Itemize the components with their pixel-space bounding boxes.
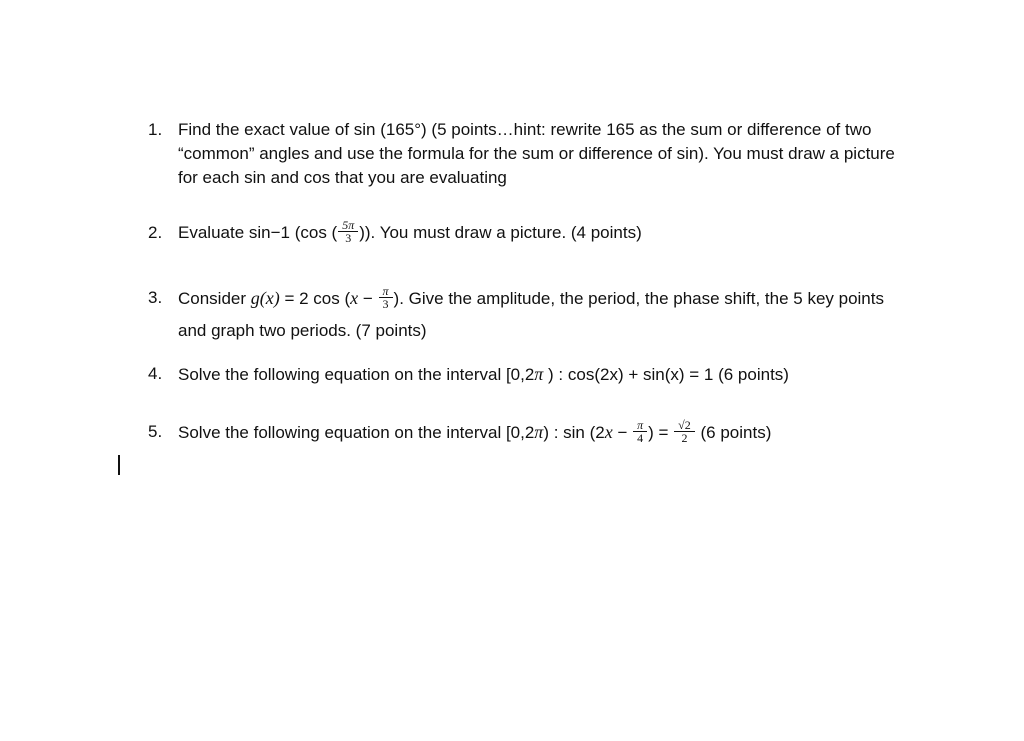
question-2 xyxy=(148,218,908,246)
question-text: Find the exact value of sin (165°) (5 points…hint: rewrite 165 as the sum or difference of two “common” angles and use the formula for the sum or difference of sin). You must draw a picture for each sin and cos that you are evaluating xyxy=(178,120,895,187)
question-text-mid: ) : sin (2 xyxy=(543,423,605,442)
fraction-denominator: 3 xyxy=(379,297,393,310)
question-4 xyxy=(148,362,908,387)
question-1 xyxy=(148,118,908,190)
fraction-denominator: 2 xyxy=(674,431,695,444)
pi-symbol: π xyxy=(534,422,544,442)
question-number: 3. xyxy=(148,288,163,307)
fraction-pi-over-4 xyxy=(635,419,645,444)
question-text xyxy=(178,218,908,246)
minus-sign: − xyxy=(358,289,378,308)
question-text-pre: Solve the following equation on the interval [0,2 xyxy=(178,365,535,384)
fraction-numerator: 5π xyxy=(342,218,355,233)
question-text-pre: Evaluate sin−1 (cos ( xyxy=(178,223,338,242)
fraction-numerator: π xyxy=(382,284,389,299)
question-text-mid: = 2 cos ( xyxy=(279,289,351,308)
fraction-sqrt2-over-2 xyxy=(676,419,693,444)
pi-symbol: π xyxy=(534,364,544,384)
text-cursor[interactable] xyxy=(118,455,120,475)
question-number: 1. xyxy=(148,120,163,139)
question-text-post: ) : cos(2x) + sin(x) = 1 (6 points) xyxy=(543,365,789,384)
equals-sign: ) = xyxy=(648,423,674,442)
question-text xyxy=(178,362,908,387)
question-text-pre: Solve the following equation on the interval [0,2 xyxy=(178,423,535,442)
question-text-pre: Consider xyxy=(178,289,251,308)
fraction-denominator: 3 xyxy=(338,231,358,244)
fraction-5pi-over-3 xyxy=(340,219,356,244)
question-number: 2. xyxy=(148,223,163,242)
fraction-numerator: π xyxy=(637,418,644,433)
variable-x: x xyxy=(604,422,613,442)
fraction-pi-over-3 xyxy=(381,285,391,310)
fraction-denominator: 4 xyxy=(633,431,647,444)
question-3 xyxy=(148,282,908,347)
function-name: g(x) xyxy=(250,288,280,308)
question-number: 4. xyxy=(148,364,163,383)
minus-sign: − xyxy=(612,423,633,442)
fraction-numerator: √2 xyxy=(678,418,691,433)
question-5 xyxy=(148,420,908,446)
variable-x: x xyxy=(350,288,359,308)
question-text-post: )). You must draw a picture. (4 points) xyxy=(359,223,642,242)
question-text-post: ). Give the amplitude, the period, the phase shift, the 5 key points and graph two periods. (7 points) xyxy=(178,289,884,340)
question-text xyxy=(178,420,908,446)
question-text-post: (6 points) xyxy=(695,423,772,442)
question-number: 5. xyxy=(148,422,163,441)
question-text xyxy=(178,282,908,347)
